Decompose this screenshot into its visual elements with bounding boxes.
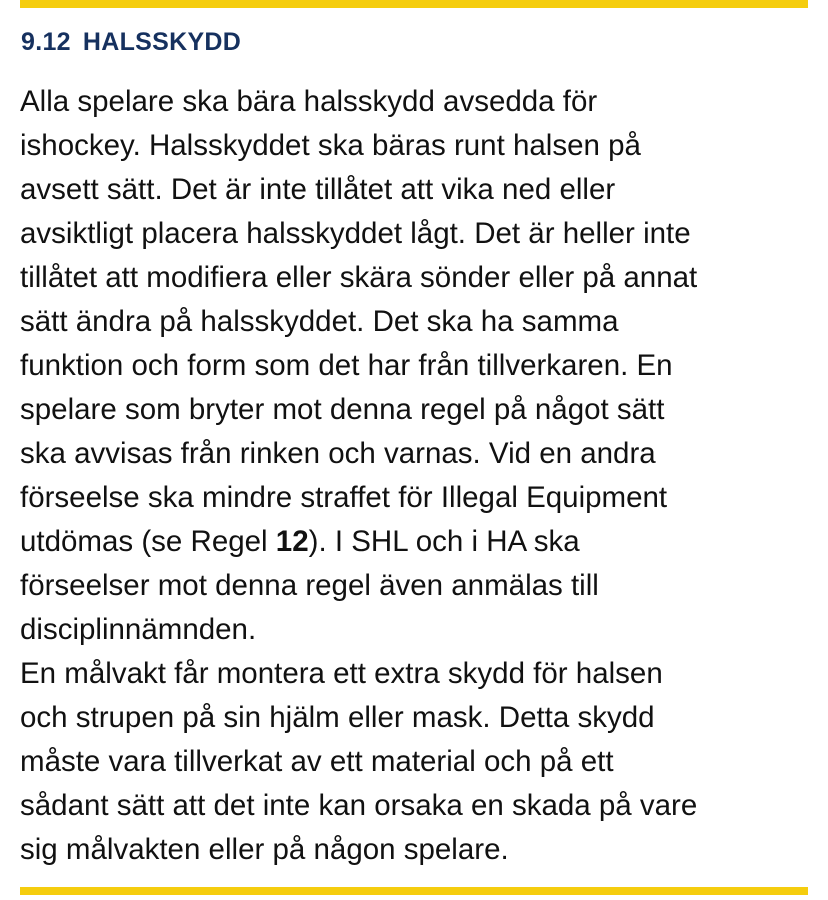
rule-reference-link[interactable]: 12	[275, 525, 309, 558]
paragraph-1-line: förseelse ska mindre straffet för Illegal Equipment	[20, 481, 668, 514]
rule-number: 9.12	[21, 28, 71, 56]
paragraph-1-line: ishockey. Halsskyddet ska bäras runt halsen på	[20, 129, 641, 162]
top-divider-bar	[20, 0, 808, 8]
paragraph-1-line: sätt ändra på halsskyddet. Det ska ha samma	[20, 305, 619, 338]
paragraph-2-line: sådant sätt att det inte kan orsaka en skada på vare	[20, 789, 698, 822]
bottom-divider-bar	[20, 887, 808, 895]
line-text-after-reference: ). I SHL och i HA ska	[308, 525, 580, 558]
paragraph-1-line: avsett sätt. Det är inte tillåtet att vika ned eller	[20, 173, 616, 206]
paragraph-1-line: disciplinnämnden.	[20, 613, 257, 646]
line-text-before-reference: utdömas (se Regel	[20, 525, 276, 558]
rule-title: HALSSKYDD	[82, 28, 242, 56]
paragraph-2-line: och strupen på sin hjälm eller mask. Detta skydd	[20, 701, 655, 734]
paragraph-2-line: sig målvakten eller på någon spelare.	[20, 833, 509, 866]
paragraph-1-line: avsiktligt placera halsskyddet lågt. Det är heller inte	[20, 217, 691, 250]
paragraph-2-line: måste vara tillverkat av ett material och på ett	[20, 745, 614, 778]
rule-heading	[21, 28, 241, 57]
paragraph-2-line: En målvakt får montera ett extra skydd för halsen	[20, 657, 663, 690]
paragraph-1-line: förseelser mot denna regel även anmälas till	[20, 569, 599, 602]
paragraph-1-line: Alla spelare ska bära halsskydd avsedda för	[20, 85, 598, 118]
paragraph-1-line: funktion och form som det har från tillverkaren. En	[20, 349, 673, 382]
paragraph-1-line: ska avvisas från rinken och varnas. Vid en andra	[20, 437, 656, 470]
rule-body	[20, 80, 820, 872]
paragraph-1-line-with-reference	[20, 520, 820, 564]
paragraph-1-line: spelare som bryter mot denna regel på något sätt	[20, 393, 665, 426]
paragraph-1-line: tillåtet att modifiera eller skära sönder eller på annat	[20, 261, 698, 294]
